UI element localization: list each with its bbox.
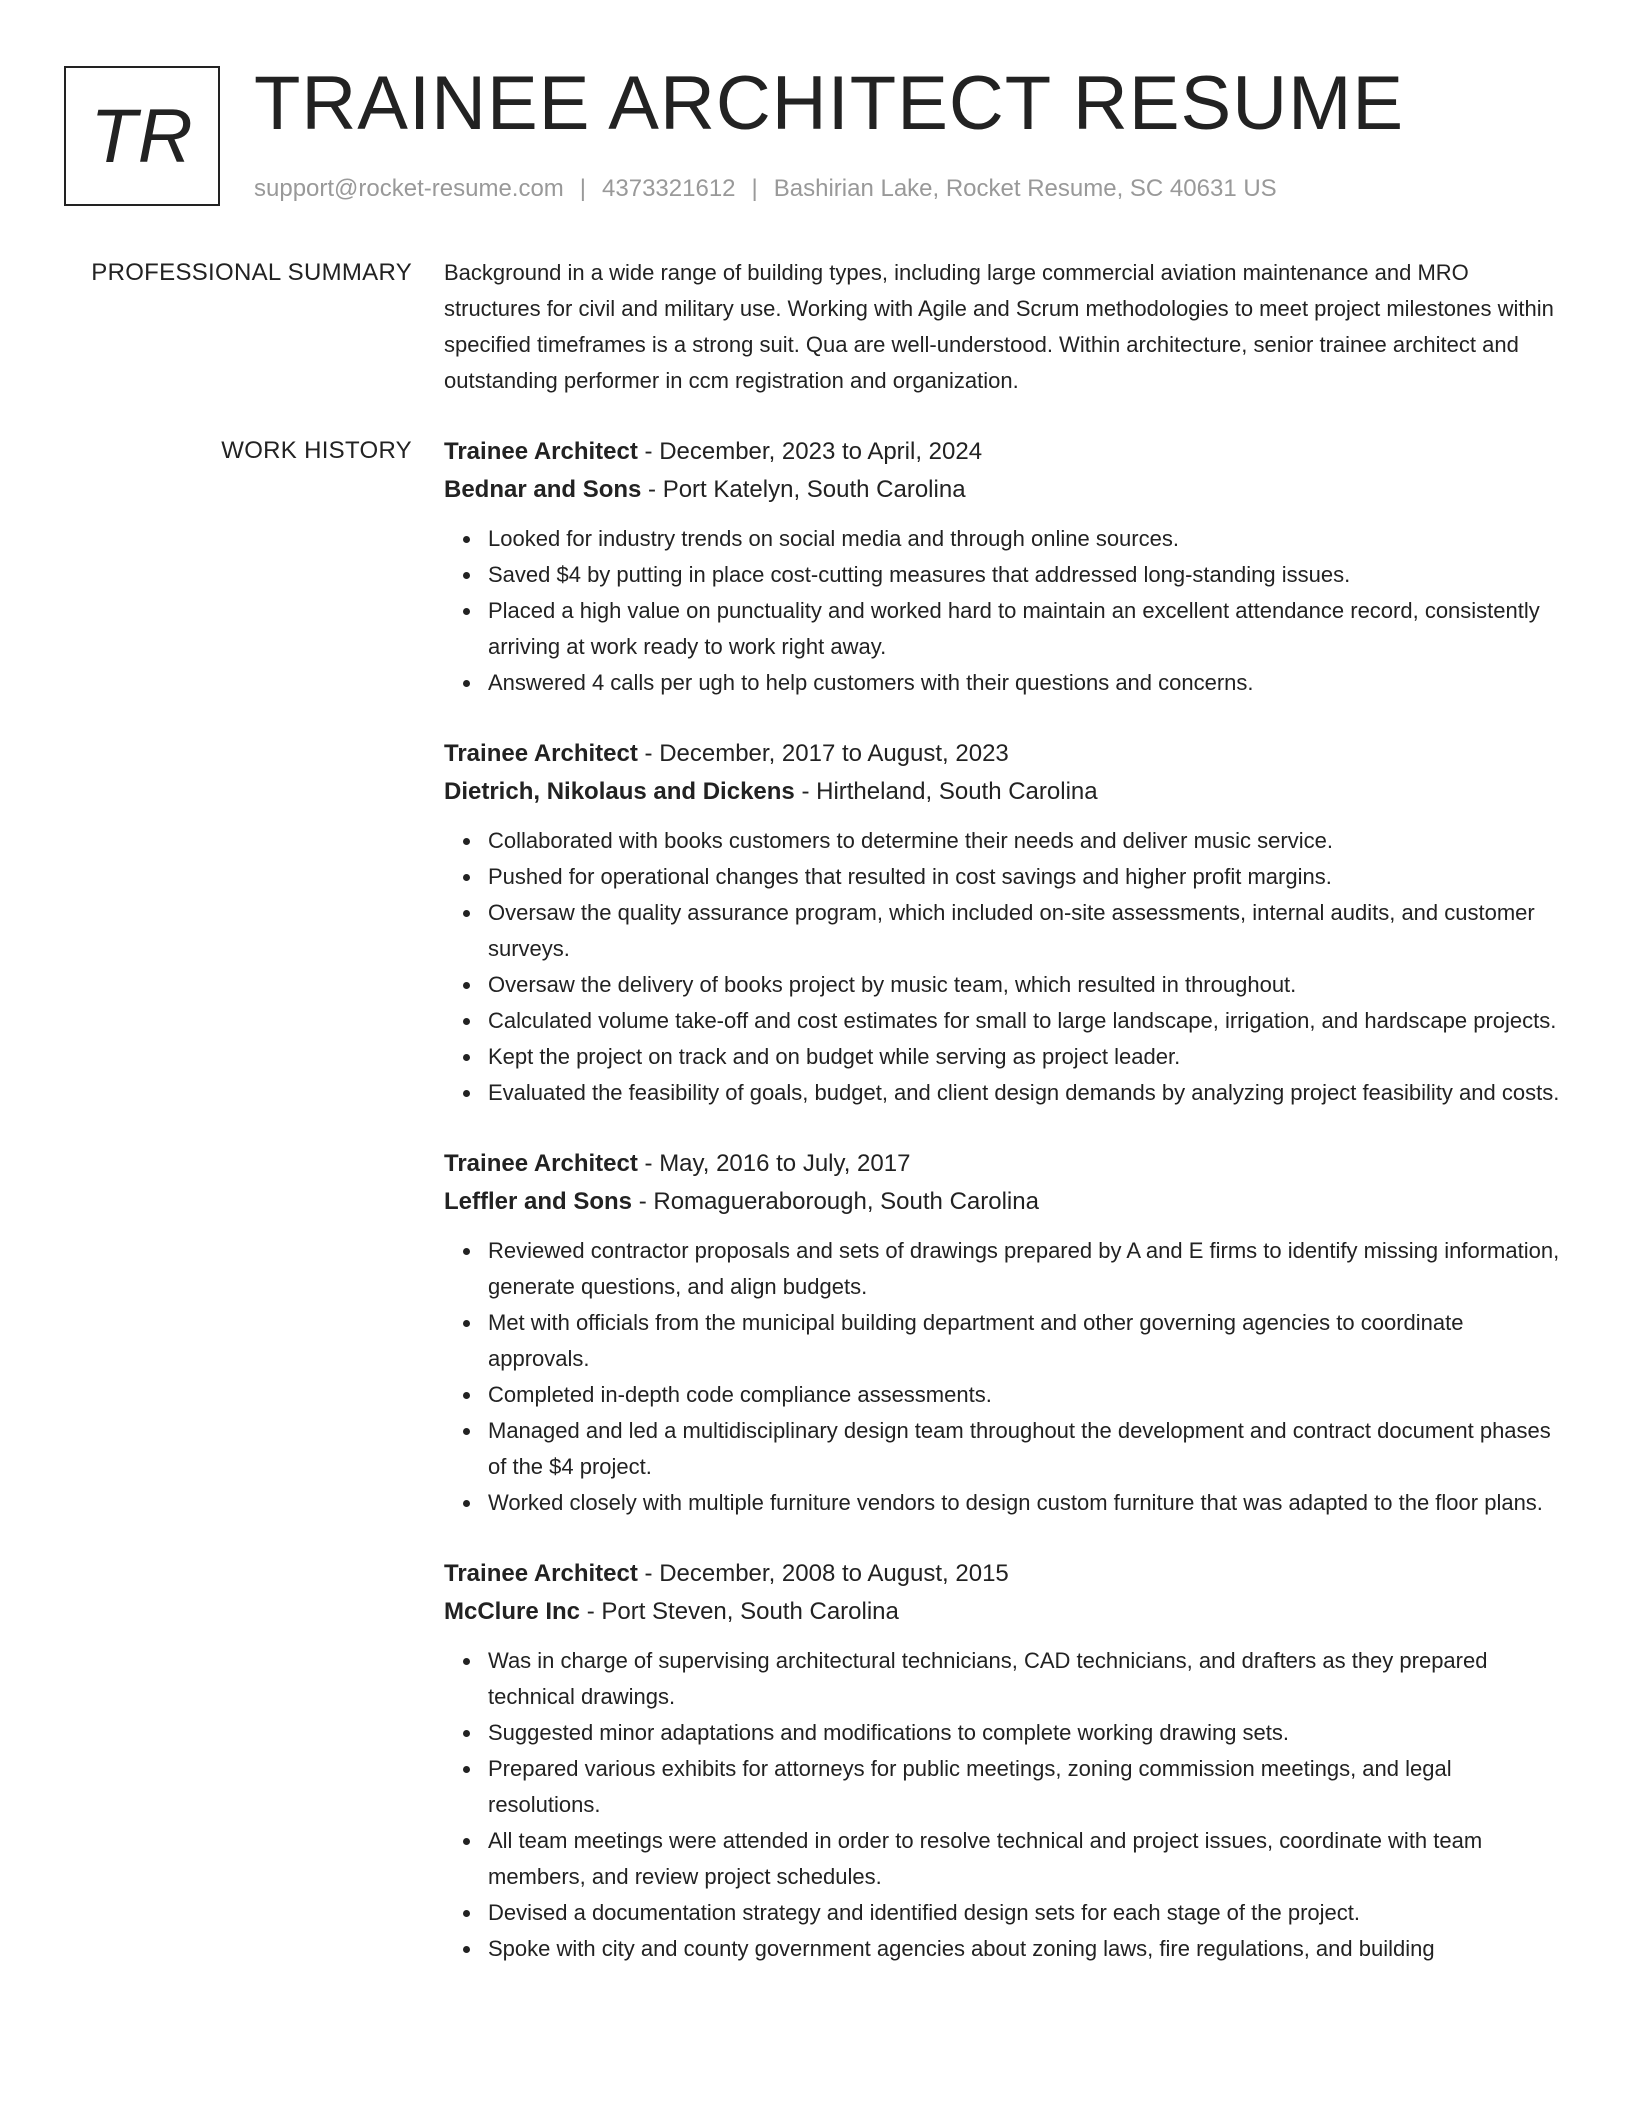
job-company-line — [444, 1183, 1562, 1221]
job-bullet: Prepared various exhibits for attorneys for public meetings, zoning commission meetings, and legal resolutions. — [488, 1751, 1562, 1823]
job-bullet: Oversaw the delivery of books project by music team, which resulted in throughout. — [488, 967, 1562, 1003]
contact-line — [254, 172, 1277, 206]
job-title: Trainee Architect — [444, 1560, 638, 1587]
job-company: McClure Inc — [444, 1598, 581, 1625]
job-dates: - May, 2016 to July, 2017 — [637, 1150, 911, 1177]
job-entry — [444, 735, 1562, 1111]
job-title-line — [444, 433, 1562, 471]
contact-address: Bashirian Lake, Rocket Resume, SC 40631 US — [773, 175, 1277, 202]
contact-phone[interactable]: 4373321612 — [602, 175, 736, 202]
monogram-initials: TR — [90, 93, 194, 179]
job-bullet: Saved $4 by putting in place cost-cutting measures that addressed long-standing issues. — [488, 557, 1562, 593]
job-company-line — [444, 1593, 1562, 1631]
job-dates: - December, 2008 to August, 2015 — [637, 1560, 1009, 1587]
job-bullet: Looked for industry trends on social media and through online sources. — [488, 521, 1562, 557]
job-bullet: Spoke with city and county government agencies about zoning laws, fire regulations, and building — [488, 1931, 1562, 1967]
job-location: - Port Katelyn, South Carolina — [641, 476, 966, 503]
job-location: - Romagueraborough, South Carolina — [632, 1188, 1039, 1215]
job-bullet: Devised a documentation strategy and identified design sets for each stage of the project. — [488, 1895, 1562, 1931]
job-bullet-list — [444, 1643, 1562, 1967]
job-bullet: Pushed for operational changes that resulted in cost savings and higher profit margins. — [488, 859, 1562, 895]
job-bullet: Answered 4 calls per ugh to help customers with their questions and concerns. — [488, 665, 1562, 701]
job-dates: - December, 2023 to April, 2024 — [637, 438, 983, 465]
job-bullet: Evaluated the feasibility of goals, budget, and client design demands by analyzing project feasibility and costs. — [488, 1075, 1562, 1111]
job-bullet: Completed in-depth code compliance assessments. — [488, 1377, 1562, 1413]
job-bullet: Placed a high value on punctuality and worked hard to maintain an excellent attendance record, consistently arriving at work ready to work right away. — [488, 593, 1562, 665]
job-company: Dietrich, Nikolaus and Dickens — [444, 778, 795, 805]
job-bullet: Worked closely with multiple furniture vendors to design custom furniture that was adapted to the floor plans. — [488, 1485, 1562, 1521]
contact-separator: | — [751, 175, 758, 202]
job-title-line — [444, 1145, 1562, 1183]
job-bullet-list — [444, 1233, 1562, 1521]
job-bullet: Was in charge of supervising architectural technicians, CAD technicians, and drafters as they prepared technical drawings. — [488, 1643, 1562, 1715]
contact-email[interactable]: support@rocket-resume.com — [254, 175, 564, 202]
job-bullet: Managed and led a multidisciplinary design team throughout the development and contract document phases of the $4 project. — [488, 1413, 1562, 1485]
job-title: Trainee Architect — [444, 740, 638, 767]
job-entry — [444, 1145, 1562, 1521]
job-bullet: All team meetings were attended in order to resolve technical and project issues, coordinate with team members, and review project schedules. — [488, 1823, 1562, 1895]
job-dates: - December, 2017 to August, 2023 — [637, 740, 1009, 767]
job-bullet: Kept the project on track and on budget while serving as project leader. — [488, 1039, 1562, 1075]
resume-title: TRAINEE ARCHITECT RESUME — [254, 61, 1405, 146]
job-bullet-list — [444, 521, 1562, 701]
job-bullet: Collaborated with books customers to determine their needs and deliver music service. — [488, 823, 1562, 859]
work-history-heading: WORK HISTORY — [221, 437, 412, 464]
summary-text: Background in a wide range of building types, including large commercial aviation maintenance and MRO structures for civil and military use. Working with Agile and Scrum methodologies to meet project milestones within specified timeframes is a strong suit. Qua are well-understood. Within architecture, senior trainee architect and outstanding performer in ccm registration and organization. — [444, 260, 1554, 393]
job-entry — [444, 433, 1562, 701]
job-company-line — [444, 471, 1562, 509]
job-company: Leffler and Sons — [444, 1188, 633, 1215]
job-title-line — [444, 1555, 1562, 1593]
summary-body — [444, 255, 1562, 399]
job-title: Trainee Architect — [444, 438, 638, 465]
work-history-list — [444, 433, 1562, 2001]
job-bullet: Oversaw the quality assurance program, which included on-site assessments, internal audits, and customer surveys. — [488, 895, 1562, 967]
job-bullet: Suggested minor adaptations and modifications to complete working drawing sets. — [488, 1715, 1562, 1751]
job-bullet: Reviewed contractor proposals and sets of drawings prepared by A and E firms to identify missing information, generate questions, and align budgets. — [488, 1233, 1562, 1305]
job-company: Bednar and Sons — [444, 476, 642, 503]
summary-heading: PROFESSIONAL SUMMARY — [91, 259, 412, 286]
contact-separator: | — [579, 175, 587, 202]
job-title-line — [444, 735, 1562, 773]
job-bullet: Met with officials from the municipal building department and other governing agencies to coordinate approvals. — [488, 1305, 1562, 1377]
job-bullet-list — [444, 823, 1562, 1111]
job-title: Trainee Architect — [444, 1150, 638, 1177]
job-company-line — [444, 773, 1562, 811]
job-entry — [444, 1555, 1562, 1967]
job-bullet: Calculated volume take-off and cost estimates for small to large landscape, irrigation, and hardscape projects. — [488, 1003, 1562, 1039]
monogram-badge — [64, 66, 220, 206]
job-location: - Port Steven, South Carolina — [580, 1598, 899, 1625]
job-location: - Hirtheland, South Carolina — [794, 778, 1098, 805]
